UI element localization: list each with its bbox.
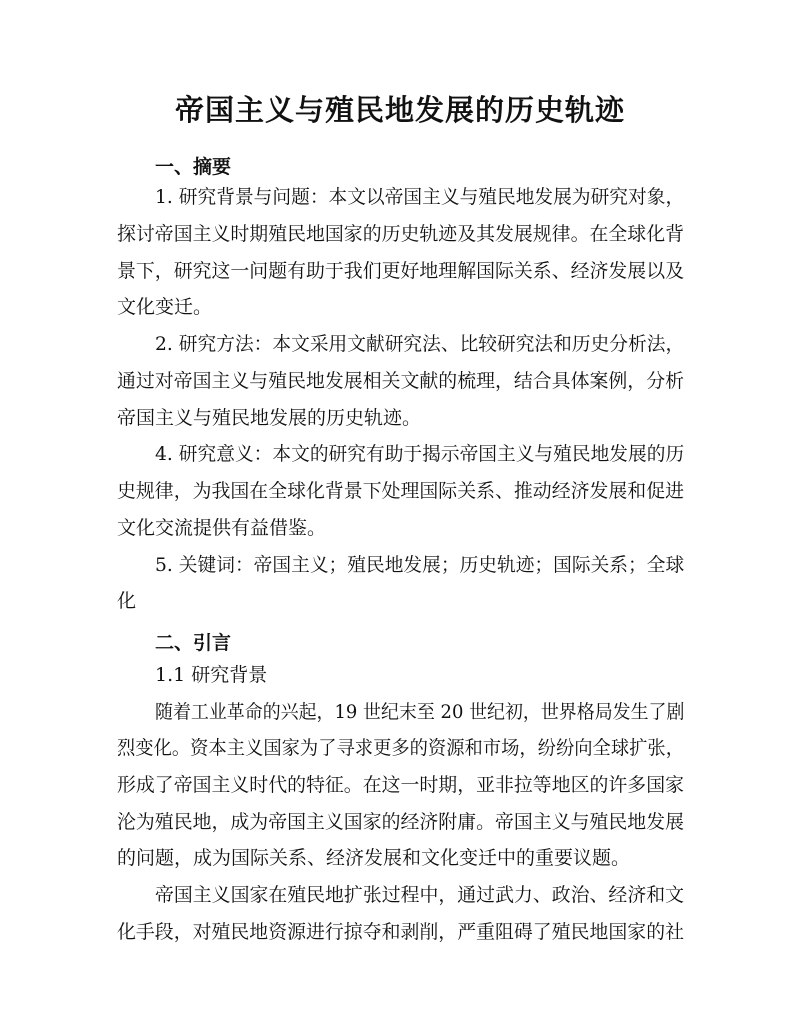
paragraph-line: 化: [117, 590, 137, 612]
paragraph-line: 文化变迁。: [117, 296, 213, 318]
paragraph-line: 2. 研究方法：本文采用文献研究法、比较研究法和历史分析法，: [155, 333, 685, 355]
paragraph-line: 5. 关键词：帝国主义；殖民地发展；历史轨迹；国际关系；全球: [155, 554, 685, 576]
document-title: 帝国主义与殖民地发展的历史轨迹: [174, 93, 625, 127]
paragraph-line: 帝国主义国家在殖民地扩张过程中，通过武力、政治、经济和文: [155, 884, 685, 906]
paragraph-line: 史规律，为我国在全球化背景下处理国际关系、推动经济发展和促进: [117, 480, 685, 502]
paragraph-line: 的问题，成为国际关系、经济发展和文化变迁中的重要议题。: [117, 847, 631, 869]
paragraph-line: 烈变化。资本主义国家为了寻求更多的资源和市场，纷纷向全球扩张，: [117, 737, 685, 759]
paragraph-line: 景下，研究这一问题有助于我们更好地理解国际关系、经济发展以及: [117, 260, 685, 282]
section-heading-abstract: 一、摘要: [155, 156, 232, 178]
paragraph-line: 通过对帝国主义与殖民地发展相关文献的梳理，结合具体案例，分析: [117, 370, 685, 392]
paragraph-line: 化手段，对殖民地资源进行掠夺和剥削，严重阻碍了殖民地国家的社: [117, 921, 685, 943]
paragraph-line: 探讨帝国主义时期殖民地国家的历史轨迹及其发展规律。在全球化背: [117, 223, 685, 245]
paragraph-line: 4. 研究意义：本文的研究有助于揭示帝国主义与殖民地发展的历: [155, 443, 685, 465]
paragraph-line: 沦为殖民地，成为帝国主义国家的经济附庸。帝国主义与殖民地发展: [117, 811, 685, 833]
paragraph-line: 随着工业革命的兴起，19 世纪末至 20 世纪初，世界格局发生了剧: [155, 701, 685, 723]
paragraph-line: 帝国主义与殖民地发展的历史轨迹。: [117, 407, 422, 429]
subsection-heading: 1.1 研究背景: [155, 664, 268, 686]
paragraph-line: 形成了帝国主义时代的特征。在这一时期，亚非拉等地区的许多国家: [117, 774, 685, 796]
section-heading-intro: 二、引言: [155, 632, 232, 654]
paragraph-line: 文化交流提供有益借鉴。: [117, 517, 327, 539]
paragraph-line: 1. 研究背景与问题：本文以帝国主义与殖民地发展为研究对象，: [155, 186, 685, 208]
